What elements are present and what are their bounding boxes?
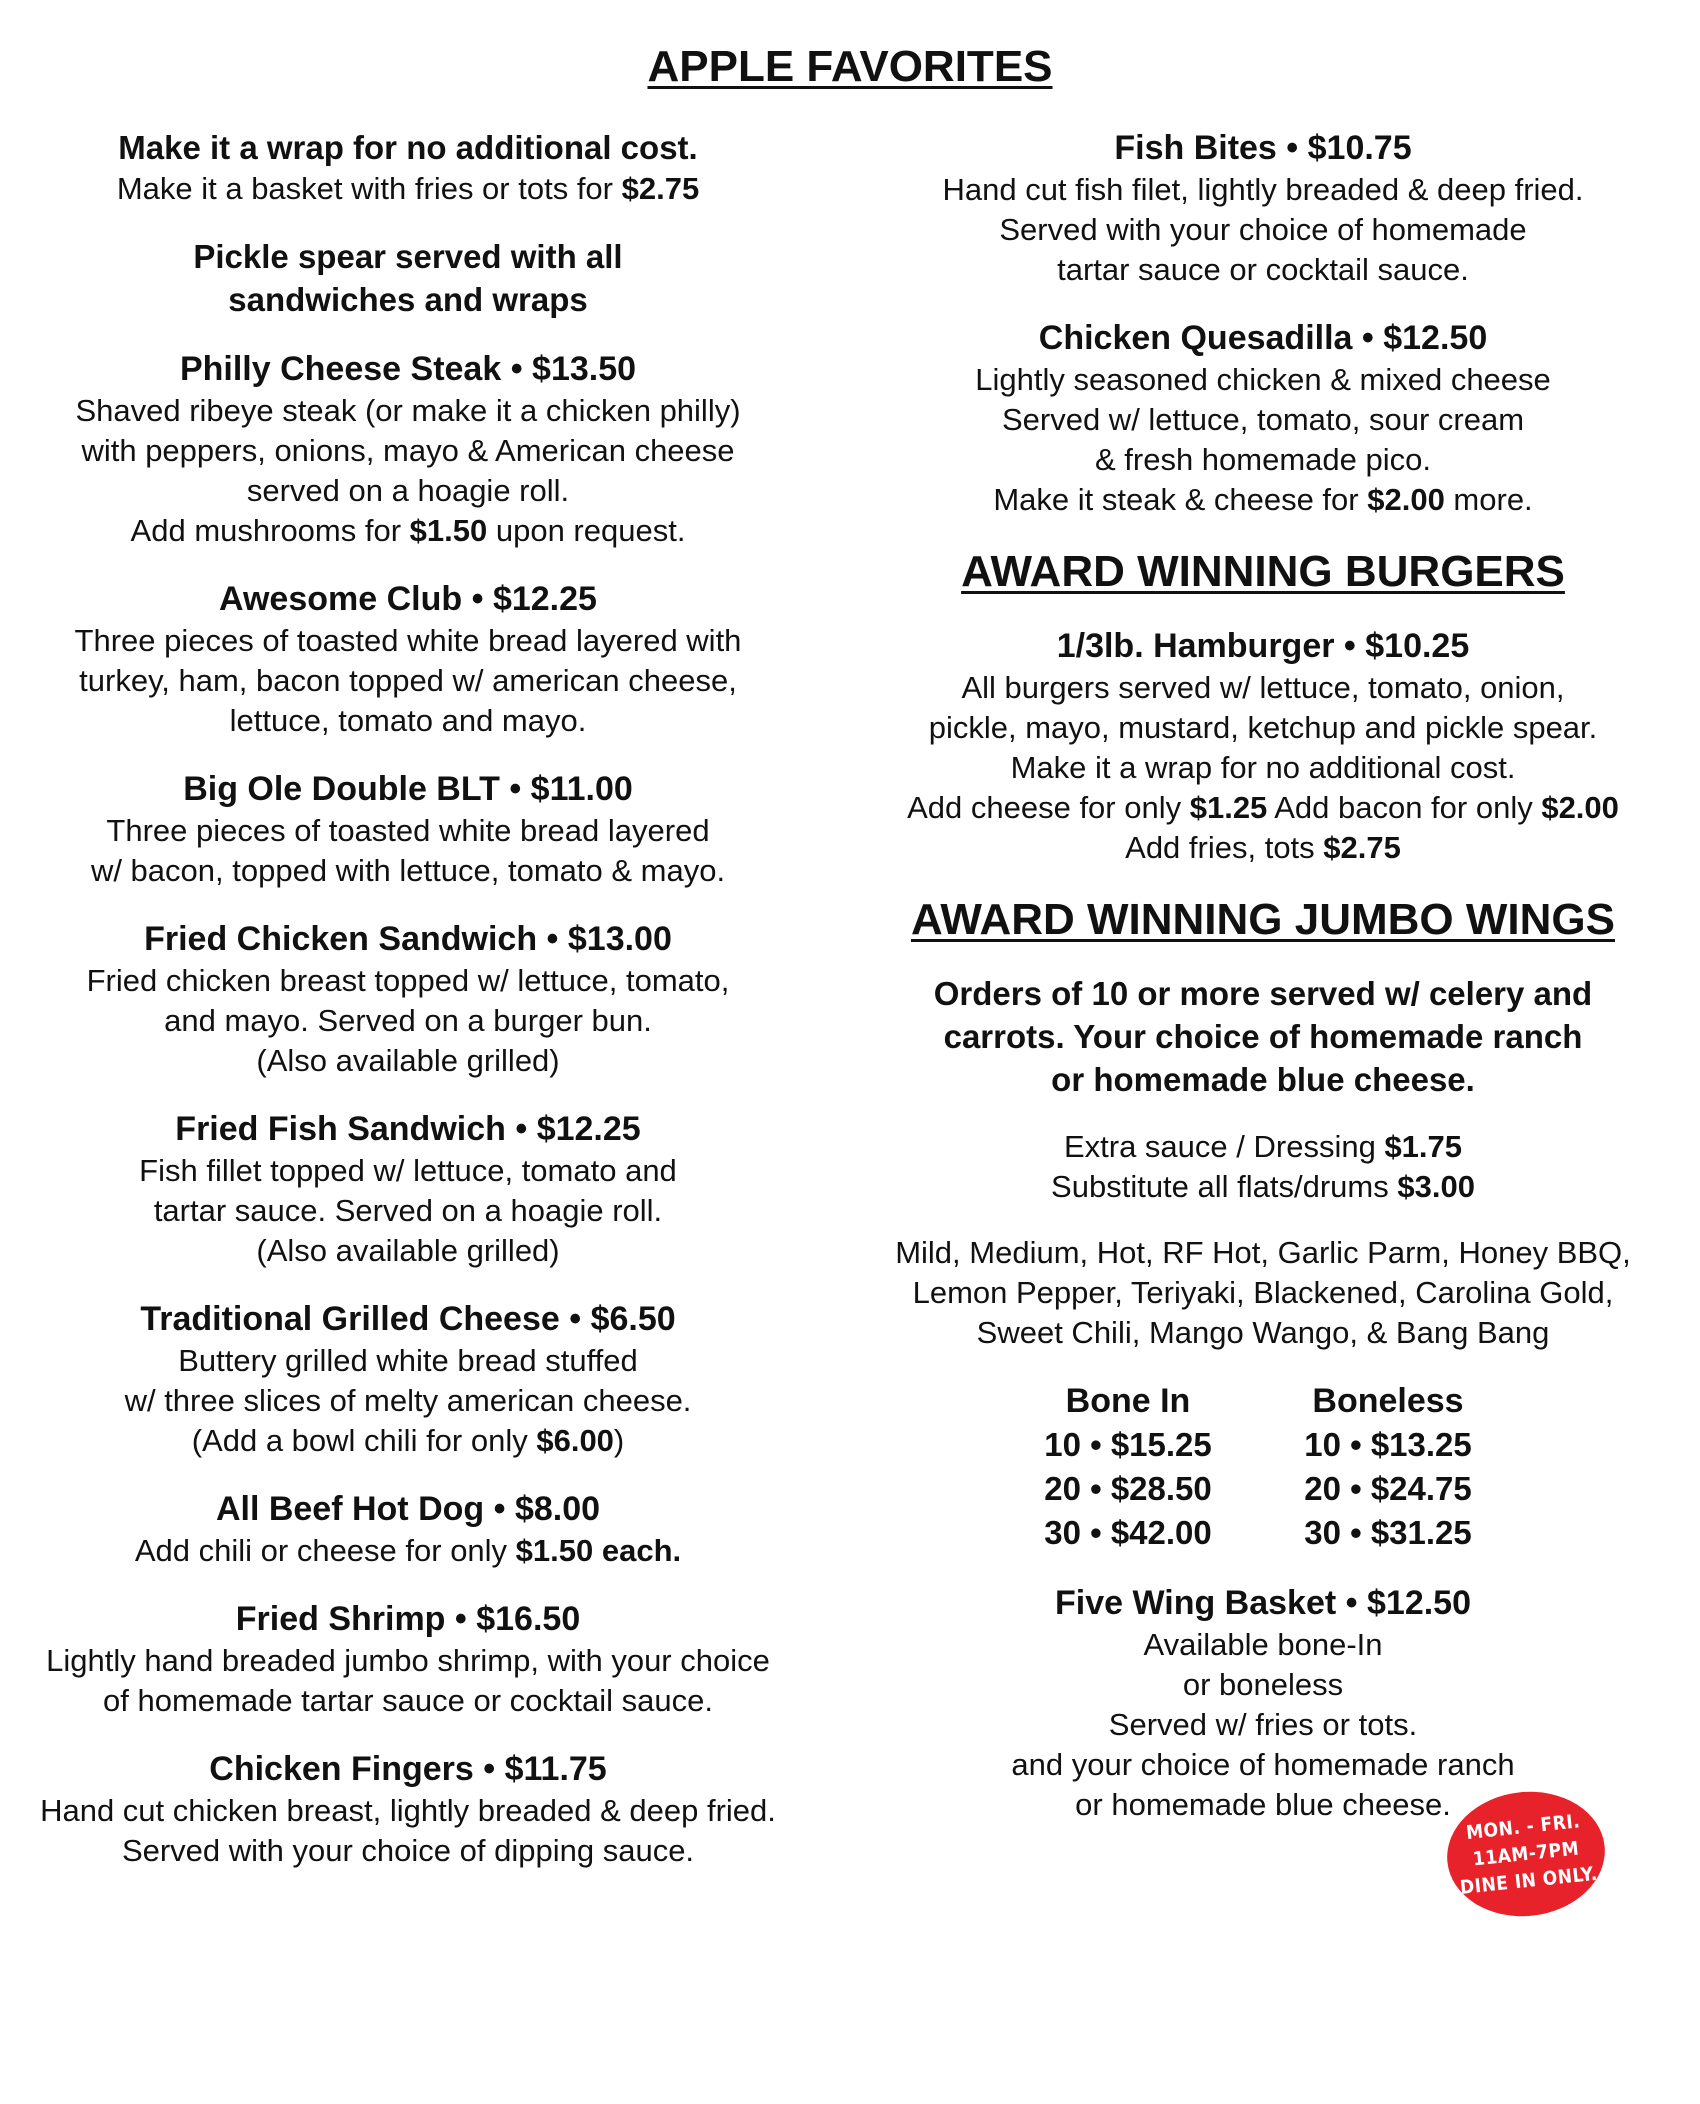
menu-item-fried-shrimp [8,1597,808,1721]
extra-sauce [838,1127,1688,1167]
item-title: Awesome Club • $12.25 [219,580,597,618]
menu-item-chicken-quesadilla [838,316,1688,520]
item-extra-text: Add bacon for only [1267,790,1542,825]
item-desc: turkey, ham, bacon topped w/ american cheese, [79,663,737,698]
item-extra-text: Add mushrooms for [130,513,410,548]
item-title: All Beef Hot Dog • $8.00 [215,1490,601,1528]
item-desc: Shaved ribeye steak (or make it a chicken philly) [75,393,741,428]
flavor-line: Sweet Chili, Mango Wango, & Bang Bang [976,1315,1550,1350]
item-desc: Hand cut fish filet, lightly breaded & deep fried. [942,172,1584,207]
item-title: Big Ole Double BLT • $11.00 [183,770,633,808]
menu-item-awesome-club [8,577,808,741]
item-desc: Three pieces of toasted white bread layered [106,813,710,848]
item-desc: Served with your choice of homemade [999,212,1527,247]
bacon-price: $2.00 [1541,790,1619,825]
item-extra-text: more. [1444,482,1533,517]
bone-in-price: 10 • $15.25 [1044,1426,1212,1463]
item-desc: served on a hoagie roll. [246,473,570,508]
extra-sauce-price: $1.75 [1384,1129,1463,1164]
pickle-note-line1: Pickle spear served with all [193,238,623,275]
item-desc: Make it a wrap for no additional cost. [1010,750,1516,785]
item-title: Fried Chicken Sandwich • $13.00 [144,920,672,958]
wings-note-line: carrots. Your choice of homemade ranch [943,1018,1583,1055]
item-extra [8,1531,808,1571]
item-desc: Lightly hand breaded jumbo shrimp, with your choice [46,1643,770,1678]
item-desc: Buttery grilled white bread stuffed [178,1343,638,1378]
menu-item-chicken-fingers [8,1747,808,1871]
item-extra-text: Make it steak & cheese for [993,482,1368,517]
basket-note [8,169,808,209]
item-desc: of homemade tartar sauce or cocktail sauce. [103,1683,713,1718]
menu-item-philly-cheese-steak [8,347,808,551]
page-title: APPLE FAVORITES [647,42,1053,91]
item-title: Traditional Grilled Cheese • $6.50 [140,1300,676,1338]
item-desc: & fresh homemade pico. [1094,442,1431,477]
item-desc: All burgers served w/ lettuce, tomato, onion, [961,670,1565,705]
right-column [838,126,1688,1825]
cheese-price: $1.25 [1189,790,1268,825]
boneless-price: 10 • $13.25 [1304,1426,1472,1463]
boneless-header: Boneless [1312,1382,1464,1420]
item-extra-text: Add chili or cheese for only [134,1533,516,1568]
basket-note-text: Make it a basket with fries or tots for [116,171,622,206]
substitute-note [838,1167,1688,1207]
item-desc: tartar sauce or cocktail sauce. [1057,252,1469,287]
flavor-line: Mild, Medium, Hot, RF Hot, Garlic Parm, Honey BBQ, [895,1235,1631,1270]
item-desc: and your choice of homemade ranch [1011,1747,1515,1782]
item-desc: Three pieces of toasted white bread layered with [74,623,742,658]
boneless-price: 20 • $24.75 [1304,1470,1472,1507]
item-title: Fried Fish Sandwich • $12.25 [175,1110,641,1148]
basket-price: $2.75 [621,171,700,206]
menu-item-fried-chicken-sandwich [8,917,808,1081]
item-desc: Served w/ fries or tots. [1108,1707,1418,1742]
item-desc: and mayo. Served on a burger bun. [164,1003,652,1038]
item-title: Philly Cheese Steak • $13.50 [179,350,637,388]
item-desc: Hand cut chicken breast, lightly breaded & deep fried. [40,1793,776,1828]
menu-item-fried-fish-sandwich [8,1107,808,1271]
item-fries [838,828,1688,868]
pickle-note-line2: sandwiches and wraps [228,281,588,318]
bone-in-price: 20 • $28.50 [1044,1470,1212,1507]
menu-item-grilled-cheese [8,1297,808,1461]
item-title: Chicken Quesadilla • $12.50 [1038,319,1488,357]
item-extra [8,1421,808,1461]
extra-sauce-text: Extra sauce / Dressing [1063,1129,1385,1164]
menu-item-fish-bites [838,126,1688,290]
boneless-price: 30 • $31.25 [1304,1514,1472,1551]
flavor-list [838,1233,1688,1353]
item-title: Five Wing Basket • $12.50 [1054,1584,1471,1622]
item-desc: lettuce, tomato and mayo. [229,703,587,738]
item-desc: Available bone-In [1143,1627,1383,1662]
item-extra-price: $1.50 each. [515,1533,682,1568]
wing-price-table [1013,1379,1513,1555]
item-desc: Served with your choice of dipping sauce. [121,1833,695,1868]
item-title: Chicken Fingers • $11.75 [209,1750,607,1788]
flavor-line: Lemon Pepper, Teriyaki, Blackened, Carolina Gold, [912,1275,1614,1310]
wings-note-line: or homemade blue cheese. [1051,1061,1475,1098]
item-desc: Fish fillet topped w/ lettuce, tomato and [139,1153,677,1188]
wings-note-line: Orders of 10 or more served w/ celery and [933,975,1593,1012]
item-title: Fried Shrimp • $16.50 [235,1600,581,1638]
item-desc: pickle, mayo, mustard, ketchup and pickle spear. [928,710,1598,745]
item-extra-text: Add cheese for only [907,790,1190,825]
fries-price: $2.75 [1323,830,1401,865]
item-desc: Served w/ lettuce, tomato, sour cream [1001,402,1525,437]
item-desc: w/ bacon, topped with lettuce, tomato & mayo. [90,853,726,888]
item-extra-text: (Add a bowl chili for only [191,1423,537,1458]
item-extra-price: $1.50 [409,513,488,548]
item-desc: (Also available grilled) [256,1043,560,1078]
item-desc: Fried chicken breast topped w/ lettuce, tomato, [86,963,730,998]
bone-in-header: Bone In [1065,1382,1191,1420]
item-extra [8,511,808,551]
item-extra [838,480,1688,520]
burgers-heading: AWARD WINNING BURGERS [961,547,1565,596]
item-desc: or boneless [1182,1667,1344,1702]
badge-days: MON. - FRI. [1465,1809,1582,1844]
item-desc: Lightly seasoned chicken & mixed cheese [975,362,1551,397]
item-title: 1/3lb. Hamburger • $10.25 [1056,627,1470,665]
menu-item-hot-dog [8,1487,808,1571]
item-extra-text: ) [613,1423,625,1458]
item-addons [838,788,1688,828]
wings-heading: AWARD WINNING JUMBO WINGS [911,895,1615,944]
wrap-note: Make it a wrap for no additional cost. [118,129,698,166]
left-column [8,126,808,1871]
item-extra-price: $6.00 [536,1423,614,1458]
item-desc: w/ three slices of melty american cheese. [124,1383,692,1418]
badge-dine-in: DINE IN ONLY. [1458,1862,1599,1899]
item-desc: (Also available grilled) [256,1233,560,1268]
item-extra-text: Add fries, tots [1125,830,1324,865]
item-desc: with peppers, onions, mayo & American cheese [81,433,735,468]
bone-in-price: 30 • $42.00 [1044,1514,1212,1551]
item-extra-price: $2.00 [1367,482,1445,517]
item-extra-text: upon request. [487,513,686,548]
item-desc: tartar sauce. Served on a hoagie roll. [153,1193,663,1228]
badge-hours: 11AM-7PM [1471,1836,1581,1871]
substitute-price: $3.00 [1397,1169,1475,1204]
item-title: Fish Bites • $10.75 [1114,129,1412,167]
item-desc: or homemade blue cheese. [1075,1787,1451,1822]
menu-item-hamburger [838,624,1688,868]
menu-item-double-blt [8,767,808,891]
wings-note [838,972,1688,1101]
menu-item-five-wing-basket [838,1581,1688,1825]
substitute-text: Substitute all flats/drums [1051,1169,1398,1204]
